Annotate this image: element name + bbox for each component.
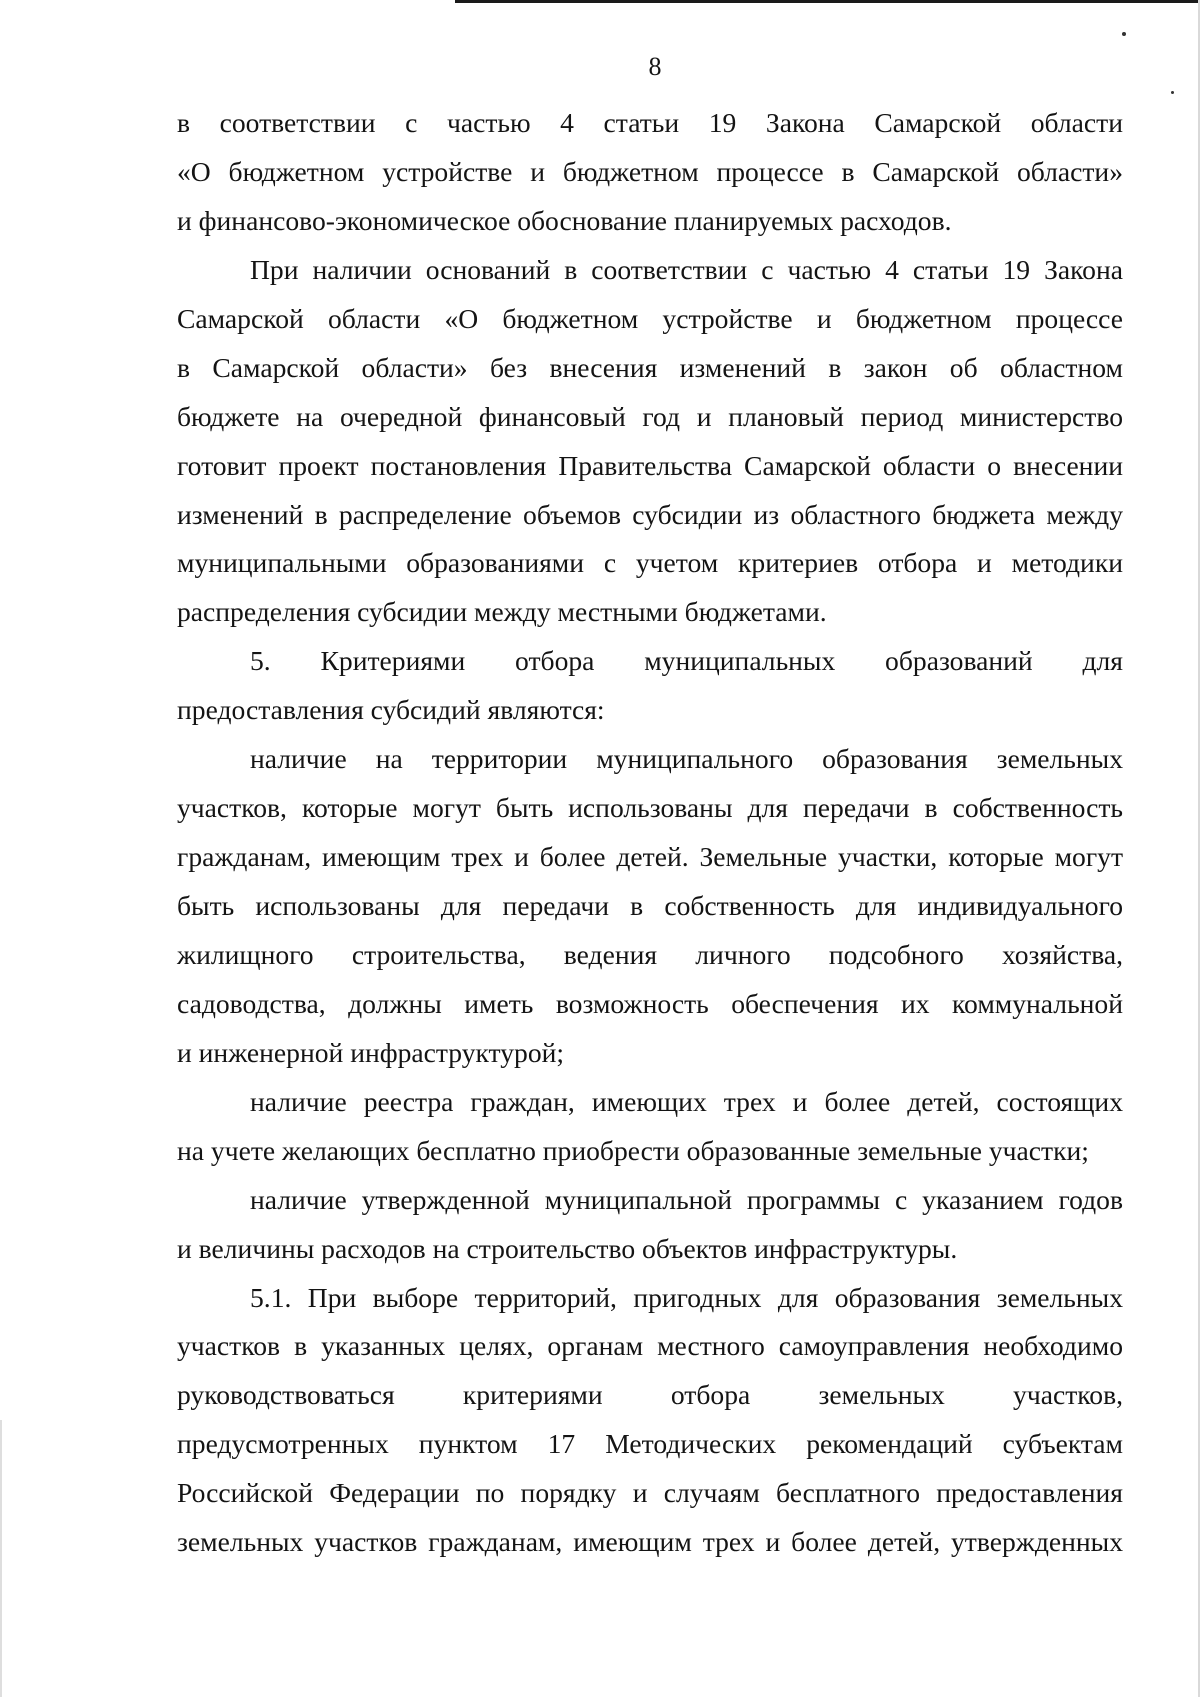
text-line: быть использованы для передачи в собственность для индивидуального — [177, 890, 1123, 921]
text-line: предоставления субсидий являются: — [177, 694, 605, 726]
text-line: земельных участков гражданам, имеющим трех и более детей, утвержденных — [177, 1526, 1123, 1558]
paragraph-1 — [177, 99, 1123, 246]
text-line: готовит проект постановления Правительства Самарской области о внесении — [177, 449, 1123, 481]
text-line: наличие утвержденной муниципальной программы с указанием годов — [250, 1183, 1123, 1215]
scan-top-border — [455, 0, 1200, 3]
scan-speck — [1171, 91, 1174, 94]
text-line: изменений в распределение объемов субсидии из областного бюджета между — [177, 498, 1123, 530]
text-line: распределения субсидии между местными бюджетами. — [177, 596, 827, 628]
paragraph-criterion-land — [177, 735, 1123, 1078]
document-body — [177, 99, 1123, 1567]
scan-left-edge — [0, 1420, 2, 1697]
paragraph-section-5 — [177, 637, 1123, 735]
text-line: жилищного строительства, ведения личного подсобного хозяйства, — [177, 938, 1123, 970]
text-line: бюджете на очередной финансовый год и плановый период министерство — [177, 400, 1123, 432]
text-line: участков в указанных целях, органам местного самоуправления необходимо — [177, 1330, 1123, 1362]
paragraph-2 — [177, 246, 1123, 638]
text-line: и инженерной инфраструктурой; — [177, 1036, 565, 1068]
text-line: Самарской области «О бюджетном устройстве и бюджетном процессе — [177, 302, 1123, 334]
text-line: руководствоваться критериями отбора земельных участков, — [177, 1379, 1123, 1411]
text-line: наличие на территории муниципального образования земельных — [250, 743, 1123, 775]
scan-speck — [1122, 32, 1126, 36]
page-number: 8 — [648, 52, 662, 81]
paragraph-criterion-registry — [177, 1078, 1123, 1176]
text-line: на учете желающих бесплатно приобрести образованные земельные участки; — [177, 1134, 1089, 1166]
text-line: 5. Критериями отбора муниципальных образований для — [250, 645, 1123, 677]
text-line: в Самарской области» без внесения изменений в закон об областном — [177, 351, 1123, 383]
text-line: садоводства, должны иметь возможность обеспечения их коммунальной — [177, 987, 1123, 1019]
text-line: При наличии оснований в соответствии с частью 4 статьи 19 Закона — [250, 253, 1123, 285]
text-line: наличие реестра граждан, имеющих трех и более детей, состоящих — [250, 1085, 1123, 1117]
text-line: гражданам, имеющим трех и более детей. Земельные участки, которые могут — [177, 841, 1123, 873]
text-line: «О бюджетном устройстве и бюджетном процессе в Самарской области» — [177, 155, 1123, 187]
text-line: 5.1. При выборе территорий, пригодных для образования земельных — [250, 1281, 1123, 1313]
text-line: и финансово-экономическое обоснование планируемых расходов. — [177, 204, 952, 236]
text-line: и величины расходов на строительство объектов инфраструктуры. — [177, 1232, 958, 1264]
text-line: муниципальными образованиями с учетом критериев отбора и методики — [177, 547, 1123, 579]
text-line: Российской Федерации по порядку и случаям бесплатного предоставления — [177, 1477, 1123, 1509]
text-line: в соответствии с частью 4 статьи 19 Закона Самарской области — [177, 107, 1123, 138]
text-line: участков, которые могут быть использованы для передачи в собственность — [177, 792, 1123, 824]
paragraph-criterion-program — [177, 1176, 1123, 1274]
text-line: предусмотренных пунктом 17 Методических рекомендаций субъектам — [177, 1428, 1123, 1460]
paragraph-section-5-1 — [177, 1274, 1123, 1568]
